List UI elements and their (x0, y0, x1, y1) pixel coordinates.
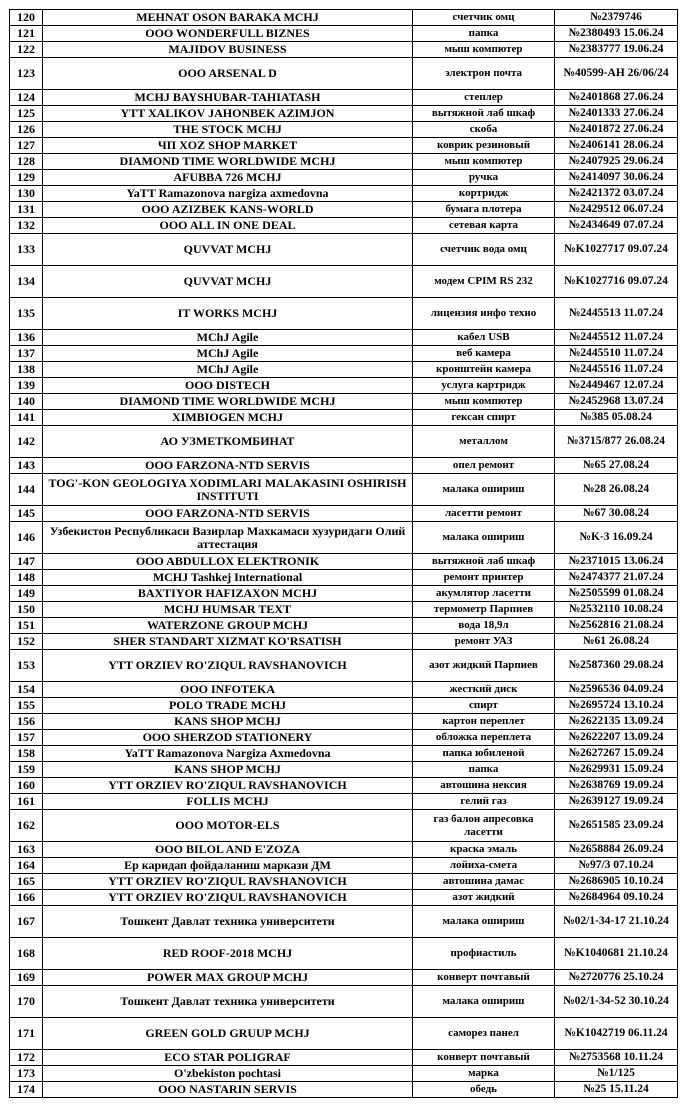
company-name: RED ROOF-2018 MCHJ (43, 938, 413, 970)
table-row (10, 522, 678, 554)
document-number: №2629931 15.09.24 (555, 762, 678, 778)
item-description: электрон почта (413, 58, 555, 90)
item-description: папка (413, 26, 555, 42)
row-number: 144 (10, 474, 43, 506)
table-row (10, 266, 678, 298)
item-description: кронштейн камера (413, 362, 555, 378)
row-number: 142 (10, 426, 43, 458)
company-name: OOO AZIZBEK KANS-WORLD (43, 202, 413, 218)
company-name: KANS SHOP MCHJ (43, 714, 413, 730)
document-number: №2407925 29.06.24 (555, 154, 678, 170)
table-row (10, 330, 678, 346)
table-row (10, 458, 678, 474)
company-name: IT WORKS MCHJ (43, 298, 413, 330)
table-row (10, 474, 678, 506)
item-description: термометр Парпиев (413, 602, 555, 618)
company-name: OOO INFOTEKA (43, 682, 413, 698)
item-description: металлом (413, 426, 555, 458)
document-number: №2753568 10.11.24 (555, 1050, 678, 1066)
row-number: 163 (10, 842, 43, 858)
row-number: 161 (10, 794, 43, 810)
item-description: бумага плотера (413, 202, 555, 218)
company-name: FOLLIS MCHJ (43, 794, 413, 810)
table-row (10, 394, 678, 410)
document-number: №2445510 11.07.24 (555, 346, 678, 362)
item-description: саморез панел (413, 1018, 555, 1050)
company-name: POLO TRADE MCHJ (43, 698, 413, 714)
item-description: папка (413, 762, 555, 778)
document-number: №2622135 13.09.24 (555, 714, 678, 730)
table-row (10, 90, 678, 106)
item-description: скоба (413, 122, 555, 138)
row-number: 155 (10, 698, 43, 714)
document-number: №2445513 11.07.24 (555, 298, 678, 330)
company-name: YTT ORZIEV RO'ZIQUL RAVSHANOVICH (43, 874, 413, 890)
table-row (10, 874, 678, 890)
table-row (10, 378, 678, 394)
row-number: 132 (10, 218, 43, 234)
item-description: ласетти ремонт (413, 506, 555, 522)
item-description: гелий газ (413, 794, 555, 810)
table-row (10, 938, 678, 970)
item-description: жесткий диск (413, 682, 555, 698)
row-number: 128 (10, 154, 43, 170)
row-number: 133 (10, 234, 43, 266)
table-row (10, 58, 678, 90)
document-number: №02/1-34-52 30.10.24 (555, 986, 678, 1018)
table-row (10, 650, 678, 682)
table-row (10, 42, 678, 58)
table-row (10, 778, 678, 794)
row-number: 134 (10, 266, 43, 298)
company-name: OOO BILOL AND E'ZOZA (43, 842, 413, 858)
row-number: 149 (10, 586, 43, 602)
item-description: кортридж (413, 186, 555, 202)
table-row (10, 602, 678, 618)
row-number: 146 (10, 522, 43, 554)
company-name: THE STOCK MCHJ (43, 122, 413, 138)
item-description: спирт (413, 698, 555, 714)
row-number: 136 (10, 330, 43, 346)
table-row (10, 618, 678, 634)
table-row (10, 426, 678, 458)
item-description: азот жидкий (413, 890, 555, 906)
table-row (10, 26, 678, 42)
company-name: OOO ABDULLOX ELEKTRONIK (43, 554, 413, 570)
row-number: 168 (10, 938, 43, 970)
document-number: №K1027716 09.07.24 (555, 266, 678, 298)
row-number: 126 (10, 122, 43, 138)
document-number: №02/1-34-17 21.10.24 (555, 906, 678, 938)
row-number: 129 (10, 170, 43, 186)
item-description: ремонт принтер (413, 570, 555, 586)
table-row (10, 218, 678, 234)
table-row (10, 234, 678, 266)
row-number: 140 (10, 394, 43, 410)
table-row (10, 554, 678, 570)
company-name: YTT ORZIEV RO'ZIQUL RAVSHANOVICH (43, 778, 413, 794)
table-row (10, 154, 678, 170)
row-number: 160 (10, 778, 43, 794)
table-row (10, 906, 678, 938)
document-number: №2587360 29.08.24 (555, 650, 678, 682)
document-number: №2445516 11.07.24 (555, 362, 678, 378)
row-number: 143 (10, 458, 43, 474)
document-number: №2622207 13.09.24 (555, 730, 678, 746)
row-number: 173 (10, 1066, 43, 1082)
document-number: №67 30.08.24 (555, 506, 678, 522)
table-row (10, 346, 678, 362)
row-number: 172 (10, 1050, 43, 1066)
document-number: №61 26.08.24 (555, 634, 678, 650)
item-description: мыш компютер (413, 154, 555, 170)
company-name: OOO MOTOR-ELS (43, 810, 413, 842)
table-row (10, 122, 678, 138)
row-number: 145 (10, 506, 43, 522)
table-row (10, 890, 678, 906)
table-row (10, 362, 678, 378)
table-row (10, 762, 678, 778)
table-row (10, 682, 678, 698)
item-description: малака ошириш (413, 986, 555, 1018)
row-number: 141 (10, 410, 43, 426)
document-number: №2449467 12.07.24 (555, 378, 678, 394)
document-number: №2562816 21.08.24 (555, 618, 678, 634)
item-description: обложка переплета (413, 730, 555, 746)
company-name: YTT XALIKOV JAHONBEK AZIMJON (43, 106, 413, 122)
document-number: №2383777 19.06.24 (555, 42, 678, 58)
document-number: №2639127 19.09.24 (555, 794, 678, 810)
document-number: №40599-AH 26/06/24 (555, 58, 678, 90)
document-number: №25 15.11.24 (555, 1082, 678, 1098)
item-description: мыш компютер (413, 42, 555, 58)
company-name: YTT ORZIEV RO'ZIQUL RAVSHANOVICH (43, 890, 413, 906)
table-row (10, 186, 678, 202)
item-description: веб камера (413, 346, 555, 362)
document-number: №2596536 04.09.24 (555, 682, 678, 698)
document-number: №2627267 15.09.24 (555, 746, 678, 762)
table-row (10, 698, 678, 714)
table-row (10, 170, 678, 186)
table-row (10, 746, 678, 762)
table-row (10, 986, 678, 1018)
row-number: 147 (10, 554, 43, 570)
table-row (10, 298, 678, 330)
table-row (10, 1082, 678, 1098)
item-description: кабел USB (413, 330, 555, 346)
item-description: картон переплет (413, 714, 555, 730)
document-number: №385 05.08.24 (555, 410, 678, 426)
item-description: автошина дамас (413, 874, 555, 890)
company-name: OOO SHERZOD STATIONERY (43, 730, 413, 746)
company-name: Узбекистон Республикаси Вазирлар Махкамаси хузуридаги Олий аттестация (43, 522, 413, 554)
row-number: 139 (10, 378, 43, 394)
company-name: Тошкент Давлат техника университети (43, 906, 413, 938)
row-number: 131 (10, 202, 43, 218)
table-row (10, 810, 678, 842)
item-description: коврик резиновый (413, 138, 555, 154)
table-row (10, 138, 678, 154)
item-description: сетевая карта (413, 218, 555, 234)
company-name: OOO NASTARIN SERVIS (43, 1082, 413, 1098)
company-name: OOO FARZONA-NTD SERVIS (43, 458, 413, 474)
company-name: POWER MAX GROUP MCHJ (43, 970, 413, 986)
item-description: азот жидкий Парпиев (413, 650, 555, 682)
table-row (10, 714, 678, 730)
item-description: газ балон апресовка ласетти (413, 810, 555, 842)
company-name: XIMBIOGEN MCHJ (43, 410, 413, 426)
document-number: №65 27.08.24 (555, 458, 678, 474)
item-description: марка (413, 1066, 555, 1082)
item-description: лицензия инфо техно (413, 298, 555, 330)
row-number: 174 (10, 1082, 43, 1098)
item-description: обедь (413, 1082, 555, 1098)
company-name: QUVVAT MCHJ (43, 234, 413, 266)
row-number: 156 (10, 714, 43, 730)
document-number: №K1027717 09.07.24 (555, 234, 678, 266)
company-name: SHER STANDART XIZMAT KO'RSATISH (43, 634, 413, 650)
row-number: 127 (10, 138, 43, 154)
row-number: 167 (10, 906, 43, 938)
document-number: №2429512 06.07.24 (555, 202, 678, 218)
row-number: 154 (10, 682, 43, 698)
item-description: ручка (413, 170, 555, 186)
document-number: №3715/877 26.08.24 (555, 426, 678, 458)
document-number: №K-3 16.09.24 (555, 522, 678, 554)
document-number: №2406141 28.06.24 (555, 138, 678, 154)
company-name: Тошкент Давлат техника университети (43, 986, 413, 1018)
document-number: №K1042719 06.11.24 (555, 1018, 678, 1050)
company-name: OOO FARZONA-NTD SERVIS (43, 506, 413, 522)
item-description: автошина нексия (413, 778, 555, 794)
company-name: MAJIDOV BUSINESS (43, 42, 413, 58)
row-number: 120 (10, 10, 43, 26)
company-name: MCHJ BAYSHUBAR-TAHIATASH (43, 90, 413, 106)
company-name: АО УЗМЕТКОМБИНАТ (43, 426, 413, 458)
company-name: OOO DISTECH (43, 378, 413, 394)
table-row (10, 410, 678, 426)
company-name: YaTT Ramazonova Nargiza Axmedovna (43, 746, 413, 762)
document-number: №2658884 26.09.24 (555, 842, 678, 858)
document-number: №2720776 25.10.24 (555, 970, 678, 986)
row-number: 165 (10, 874, 43, 890)
item-description: ремонт УАЗ (413, 634, 555, 650)
document-number: №2452968 13.07.24 (555, 394, 678, 410)
document-number: №2379746 (555, 10, 678, 26)
company-name: DIAMOND TIME WORLDWIDE MCHJ (43, 154, 413, 170)
company-name: DIAMOND TIME WORLDWIDE MCHJ (43, 394, 413, 410)
item-description: гексан спирт (413, 410, 555, 426)
table-row (10, 570, 678, 586)
table-row (10, 10, 678, 26)
company-name: OOO ARSENAL D (43, 58, 413, 90)
row-number: 169 (10, 970, 43, 986)
document-number: №2651585 23.09.24 (555, 810, 678, 842)
document-number: №2532110 10.08.24 (555, 602, 678, 618)
document-number: №2686905 10.10.24 (555, 874, 678, 890)
document-number: №2371015 13.06.24 (555, 554, 678, 570)
row-number: 123 (10, 58, 43, 90)
company-name: MEHNAT OSON BARAKA MCHJ (43, 10, 413, 26)
item-description: вытяжной лаб шкаф (413, 554, 555, 570)
row-number: 159 (10, 762, 43, 778)
document-number: №K1040681 21.10.24 (555, 938, 678, 970)
document-number: №2401868 27.06.24 (555, 90, 678, 106)
table-row (10, 1018, 678, 1050)
row-number: 121 (10, 26, 43, 42)
row-number: 152 (10, 634, 43, 650)
row-number: 170 (10, 986, 43, 1018)
document-number: №2474377 21.07.24 (555, 570, 678, 586)
row-number: 150 (10, 602, 43, 618)
company-name: MChJ Agile (43, 362, 413, 378)
row-number: 157 (10, 730, 43, 746)
company-name: MChJ Agile (43, 346, 413, 362)
table-row (10, 842, 678, 858)
table-row (10, 730, 678, 746)
item-description: акумлятор ласетти (413, 586, 555, 602)
company-name: MChJ Agile (43, 330, 413, 346)
row-number: 151 (10, 618, 43, 634)
payments-table (9, 9, 678, 1098)
row-number: 125 (10, 106, 43, 122)
company-name: OOO ALL IN ONE DEAL (43, 218, 413, 234)
item-description: профиастиль (413, 938, 555, 970)
row-number: 138 (10, 362, 43, 378)
item-description: малака ошириш (413, 474, 555, 506)
table-row (10, 1066, 678, 1082)
company-name: MCHJ HUMSAR TEXT (43, 602, 413, 618)
table-row (10, 1050, 678, 1066)
row-number: 122 (10, 42, 43, 58)
table-body (10, 10, 678, 1098)
document-number: №28 26.08.24 (555, 474, 678, 506)
item-description: малака ошириш (413, 522, 555, 554)
document-number: №2445512 11.07.24 (555, 330, 678, 346)
table-row (10, 794, 678, 810)
row-number: 135 (10, 298, 43, 330)
row-number: 153 (10, 650, 43, 682)
item-description: конверт почтавый (413, 970, 555, 986)
row-number: 164 (10, 858, 43, 874)
item-description: мыш компютер (413, 394, 555, 410)
company-name: OOO WONDERFULL BIZNES (43, 26, 413, 42)
table-row (10, 106, 678, 122)
company-name: WATERZONE GROUP MCHJ (43, 618, 413, 634)
company-name: KANS SHOP MCHJ (43, 762, 413, 778)
company-name: TOG'-KON GEOLOGIYA XODIMLARI MALAKASINI OSHIRISH INSTITUTI (43, 474, 413, 506)
document-number: №2414097 30.06.24 (555, 170, 678, 186)
document-number: №2401872 27.06.24 (555, 122, 678, 138)
company-name: QUVVAT MCHJ (43, 266, 413, 298)
item-description: папка юбиленой (413, 746, 555, 762)
row-number: 162 (10, 810, 43, 842)
table-row (10, 858, 678, 874)
item-description: вода 18,9л (413, 618, 555, 634)
company-name: BAXTIYOR HAFIZAXON MCHJ (43, 586, 413, 602)
company-name: YTT ORZIEV RO'ZIQUL RAVSHANOVICH (43, 650, 413, 682)
item-description: конверт почтавый (413, 1050, 555, 1066)
item-description: модем CPIM RS 232 (413, 266, 555, 298)
document-number: №2401333 27.06.24 (555, 106, 678, 122)
row-number: 124 (10, 90, 43, 106)
item-description: счетчик омц (413, 10, 555, 26)
row-number: 171 (10, 1018, 43, 1050)
table-row (10, 202, 678, 218)
company-name: Ер каридап фойдаланиш маркази ДМ (43, 858, 413, 874)
table-row (10, 506, 678, 522)
company-name: ECO STAR POLIGRAF (43, 1050, 413, 1066)
company-name: GREEN GOLD GRUUP MCHJ (43, 1018, 413, 1050)
item-description: опел ремонт (413, 458, 555, 474)
document-number: №2380493 15.06.24 (555, 26, 678, 42)
document-number: №2684964 09.10.24 (555, 890, 678, 906)
company-name: O'zbekiston pochtasi (43, 1066, 413, 1082)
row-number: 130 (10, 186, 43, 202)
item-description: счетчик вода омц (413, 234, 555, 266)
item-description: лойиха-смета (413, 858, 555, 874)
document-number: №2421372 03.07.24 (555, 186, 678, 202)
table-row (10, 586, 678, 602)
item-description: краска эмаль (413, 842, 555, 858)
document-number: №2434649 07.07.24 (555, 218, 678, 234)
row-number: 137 (10, 346, 43, 362)
company-name: MCHJ Tashkej International (43, 570, 413, 586)
document-number: №2505599 01.08.24 (555, 586, 678, 602)
company-name: YaTT Ramazonova nargiza axmedovna (43, 186, 413, 202)
document-number: №97/3 07.10.24 (555, 858, 678, 874)
document-number: №1/125 (555, 1066, 678, 1082)
row-number: 166 (10, 890, 43, 906)
row-number: 158 (10, 746, 43, 762)
item-description: вытяжной лаб шкаф (413, 106, 555, 122)
table-row (10, 634, 678, 650)
item-description: степлер (413, 90, 555, 106)
row-number: 148 (10, 570, 43, 586)
item-description: малака ошириш (413, 906, 555, 938)
document-number: №2695724 13.10.24 (555, 698, 678, 714)
table-row (10, 970, 678, 986)
document-number: №2638769 19.09.24 (555, 778, 678, 794)
company-name: AFUBBA 726 MCHJ (43, 170, 413, 186)
company-name: ЧП XOZ SHOP MARKET (43, 138, 413, 154)
item-description: услуга картридж (413, 378, 555, 394)
